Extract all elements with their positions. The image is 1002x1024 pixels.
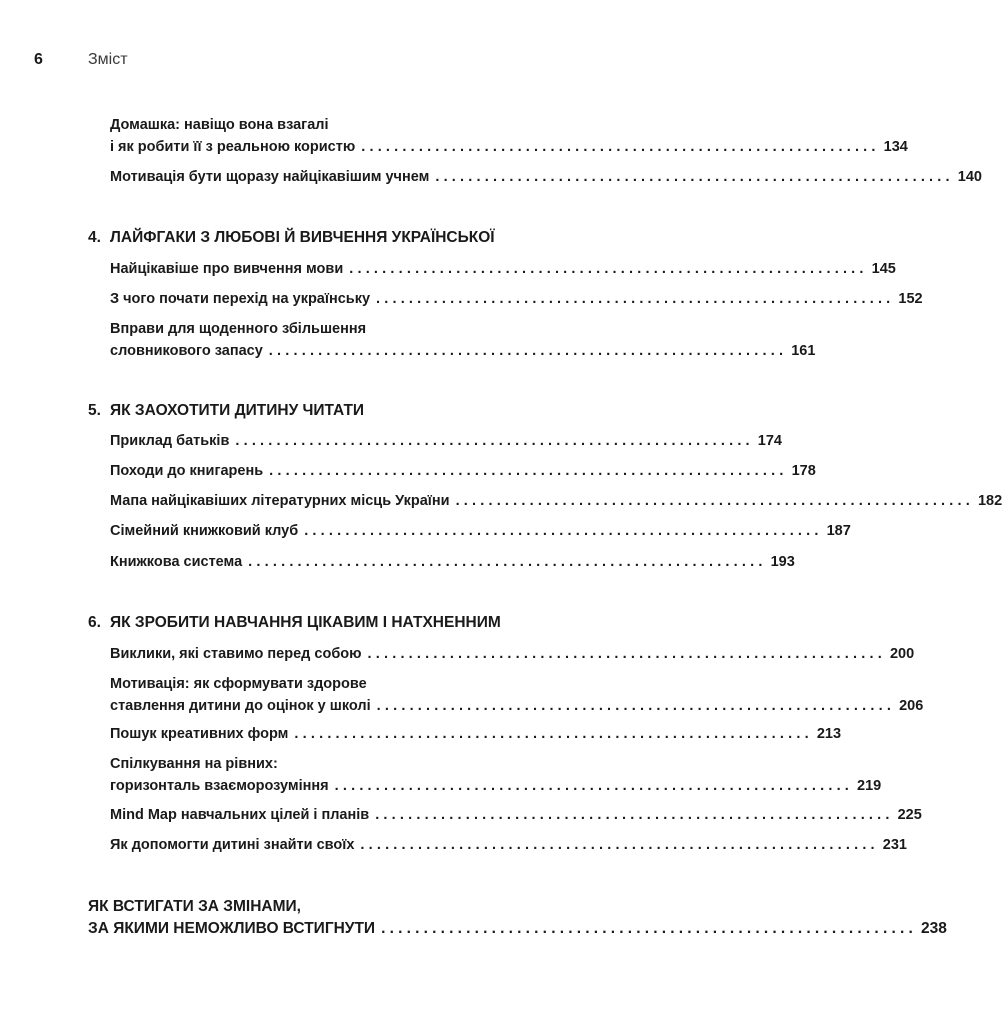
toc-entry[interactable] <box>110 258 896 280</box>
dot-leader: ............................................................... <box>435 169 954 185</box>
toc-entry-page: 152 <box>898 291 923 307</box>
toc-entry-title: горизонталь взаєморозуміння <box>110 778 329 794</box>
toc-entry[interactable] <box>110 288 923 310</box>
toc-entry-page: 140 <box>957 169 982 185</box>
toc-entry-page: 206 <box>899 698 924 714</box>
dot-leader: ............................................................... <box>376 698 896 714</box>
toc-entry-title-line1: Спілкування на рівних: <box>110 756 278 772</box>
dot-leader: ............................................................... <box>304 523 823 539</box>
toc-entry-title-line1: Мотивація: як сформувати здорове <box>110 676 367 692</box>
toc-entry[interactable] <box>110 114 908 158</box>
dot-leader: ............................................................... <box>367 646 886 662</box>
toc-entry[interactable] <box>110 430 782 452</box>
toc-entry-page: 238 <box>920 920 947 937</box>
toc-entry[interactable] <box>110 520 851 542</box>
toc-entry[interactable] <box>110 318 816 362</box>
toc-entry-page: 161 <box>791 343 816 359</box>
toc-entry-page: 213 <box>816 726 842 742</box>
section-heading[interactable] <box>88 227 495 249</box>
toc-entry[interactable] <box>110 673 924 717</box>
toc-entry-title: З чого почати перехід на українську <box>110 291 371 307</box>
dot-leader: ............................................................... <box>375 807 894 823</box>
toc-entry-title: Мотивація бути щоразу найцікавішим учнем <box>110 169 430 185</box>
toc-entry[interactable] <box>110 834 907 856</box>
dot-leader: ............................................................... <box>235 433 754 449</box>
toc-entry[interactable] <box>110 643 915 665</box>
toc-entry[interactable] <box>110 460 816 482</box>
section-title: ЯК ЗРОБИТИ НАВЧАННЯ ЦІКАВИМ І НАТХНЕННИМ <box>110 614 501 631</box>
toc-entry-title: Найцікавіше про вивчення мови <box>110 261 344 277</box>
dot-leader: ............................................................... <box>268 343 788 359</box>
dot-leader: ............................................................... <box>360 837 879 853</box>
toc-entry-title: Пошук креативних форм <box>110 726 289 742</box>
toc-entry[interactable] <box>110 551 795 573</box>
toc-entry[interactable] <box>110 804 922 826</box>
toc-entry-title: і як робити її з реальною користю <box>110 139 356 155</box>
section-title: ЛАЙФГАКИ З ЛЮБОВІ Й ВИВЧЕННЯ УКРАЇНСЬКОЇ <box>110 229 495 246</box>
toc-entry[interactable] <box>110 723 842 745</box>
dot-leader: ............................................................... <box>248 554 767 570</box>
dot-leader: ............................................................... <box>334 778 854 794</box>
toc-entry-page: 182 <box>977 493 1002 509</box>
section-number: 5. <box>88 402 101 419</box>
toc-entry-title: словникового запасу <box>110 343 263 359</box>
toc-entry-page: 231 <box>882 837 907 853</box>
toc-entry-page: 134 <box>883 139 908 155</box>
dot-leader: ............................................................... <box>349 261 868 277</box>
toc-entry-page: 178 <box>791 463 816 479</box>
toc-entry-title: ставлення дитини до оцінок у школі <box>110 698 371 714</box>
section-heading[interactable] <box>88 400 364 422</box>
dot-leader: ............................................................... <box>381 920 917 937</box>
section-number: 4. <box>88 229 101 246</box>
toc-entry-title-line1: Вправи для щоденного збільшення <box>110 321 367 337</box>
toc-entry-title: Mind Map навчальних цілей і планів <box>110 807 370 823</box>
toc-entry[interactable] <box>110 490 1002 512</box>
section-heading[interactable] <box>88 612 501 634</box>
section-title: ЯК ЗАОХОТИТИ ДИТИНУ ЧИТАТИ <box>110 402 365 419</box>
page-header-title: Зміст <box>88 51 128 68</box>
toc-entry-title: Мапа найцікавіших літературних місць України <box>110 493 450 509</box>
toc-entry-closing[interactable] <box>88 896 947 940</box>
toc-entry-title: Виклики, які ставимо перед собою <box>110 646 362 662</box>
dot-leader: ............................................................... <box>294 726 813 742</box>
toc-entry-title-line1: ЯК ВСТИГАТИ ЗА ЗМІНАМИ, <box>88 898 301 915</box>
dot-leader: ............................................................... <box>376 291 895 307</box>
toc-entry-page: 145 <box>871 261 896 277</box>
toc-entry[interactable] <box>110 166 982 188</box>
toc-entry-title-line1: Домашка: навіщо вона взагалі <box>110 117 329 133</box>
toc-entry[interactable] <box>110 753 882 797</box>
toc-entry-page: 219 <box>857 778 882 794</box>
toc-entry-page: 193 <box>770 554 795 570</box>
toc-entry-title: Походи до книгарень <box>110 463 264 479</box>
toc-entry-title: Сімейний книжковий клуб <box>110 523 299 539</box>
dot-leader: ............................................................... <box>361 139 880 155</box>
toc-entry-title: ЗА ЯКИМИ НЕМОЖЛИВО ВСТИГНУТИ <box>88 920 376 937</box>
toc-entry-page: 174 <box>757 433 782 449</box>
page-number: 6 <box>34 51 43 68</box>
toc-entry-title: Приклад батьків <box>110 433 230 449</box>
toc-entry-page: 225 <box>897 807 922 823</box>
toc-entry-title: Як допомогти дитині знайти своїх <box>110 837 355 853</box>
toc-entry-page: 200 <box>889 646 915 662</box>
toc-entry-title: Книжкова система <box>110 554 243 570</box>
section-number: 6. <box>88 614 101 631</box>
dot-leader: ............................................................... <box>455 493 974 509</box>
dot-leader: ............................................................... <box>269 463 788 479</box>
toc-entry-page: 187 <box>826 523 851 539</box>
